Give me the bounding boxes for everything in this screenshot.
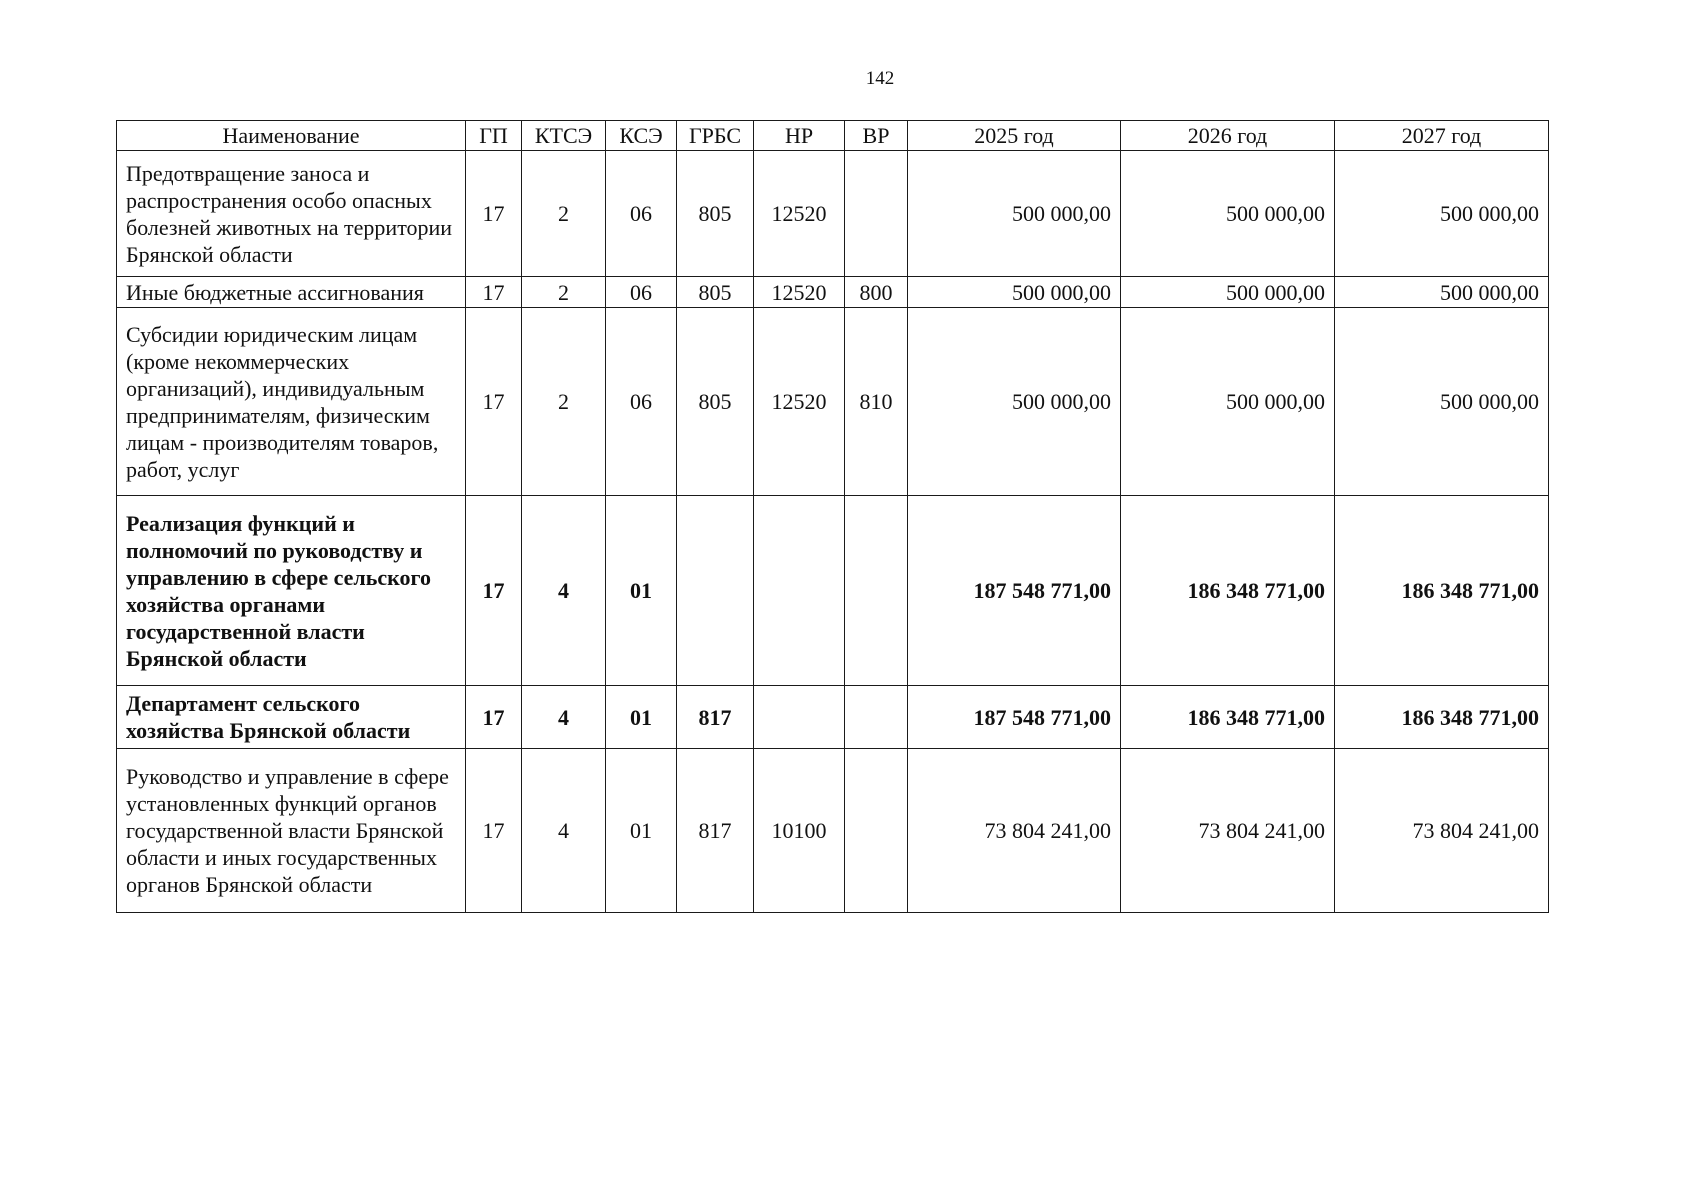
row-vr (845, 151, 908, 277)
header-vr: ВР (845, 121, 908, 151)
row-nr (754, 686, 845, 749)
table-row (117, 277, 1549, 308)
row-name: Предотвращение заноса и распространения особо опасных болезней животных на территории Брянской области (117, 151, 466, 277)
table-row (117, 308, 1549, 496)
row-amount-2027: 500 000,00 (1335, 277, 1549, 308)
row-gp: 17 (466, 151, 522, 277)
row-grbs: 805 (677, 151, 754, 277)
row-amount-2026: 500 000,00 (1121, 151, 1335, 277)
table-row (117, 749, 1549, 913)
header-nr: НР (754, 121, 845, 151)
table-row (117, 151, 1549, 277)
table-row (117, 496, 1549, 686)
row-kse: 01 (606, 686, 677, 749)
row-amount-2027: 500 000,00 (1335, 308, 1549, 496)
row-name: Субсидии юридическим лицам (кроме некоммерческих организаций), индивидуальным предпринимателям, физическим лицам - производителям товаров, работ, услуг (117, 308, 466, 496)
row-amount-2026: 500 000,00 (1121, 308, 1335, 496)
row-vr: 810 (845, 308, 908, 496)
row-ktse: 2 (522, 151, 606, 277)
row-nr: 12520 (754, 308, 845, 496)
row-amount-2025: 500 000,00 (908, 277, 1121, 308)
header-kse: КСЭ (606, 121, 677, 151)
row-gp: 17 (466, 749, 522, 913)
header-grbs: ГРБС (677, 121, 754, 151)
row-ktse: 4 (522, 686, 606, 749)
row-ktse: 4 (522, 496, 606, 686)
row-ktse: 4 (522, 749, 606, 913)
header-2025: 2025 год (908, 121, 1121, 151)
row-amount-2025: 500 000,00 (908, 308, 1121, 496)
row-grbs: 817 (677, 686, 754, 749)
row-nr: 12520 (754, 151, 845, 277)
table-header-row (117, 121, 1549, 151)
row-amount-2026: 186 348 771,00 (1121, 496, 1335, 686)
row-amount-2025: 500 000,00 (908, 151, 1121, 277)
row-kse: 06 (606, 277, 677, 308)
row-grbs: 805 (677, 277, 754, 308)
header-2027: 2027 год (1335, 121, 1549, 151)
row-name: Департамент сельского хозяйства Брянской области (117, 686, 466, 749)
row-kse: 01 (606, 496, 677, 686)
table-row (117, 686, 1549, 749)
row-amount-2027: 186 348 771,00 (1335, 496, 1549, 686)
row-vr: 800 (845, 277, 908, 308)
row-amount-2025: 187 548 771,00 (908, 496, 1121, 686)
row-amount-2025: 187 548 771,00 (908, 686, 1121, 749)
row-name: Иные бюджетные ассигнования (117, 277, 466, 308)
row-kse: 01 (606, 749, 677, 913)
header-name: Наименование (117, 121, 466, 151)
row-amount-2026: 73 804 241,00 (1121, 749, 1335, 913)
row-grbs: 805 (677, 308, 754, 496)
row-amount-2027: 500 000,00 (1335, 151, 1549, 277)
row-ktse: 2 (522, 308, 606, 496)
row-nr: 12520 (754, 277, 845, 308)
row-nr: 10100 (754, 749, 845, 913)
page-number: 142 (865, 68, 895, 89)
row-grbs: 817 (677, 749, 754, 913)
row-gp: 17 (466, 308, 522, 496)
header-ktse: КТСЭ (522, 121, 606, 151)
row-vr (845, 686, 908, 749)
row-amount-2025: 73 804 241,00 (908, 749, 1121, 913)
row-name: Руководство и управление в сфере установленных функций органов государственной власти Брянской области и иных государственных органов Брянской области (117, 749, 466, 913)
row-kse: 06 (606, 308, 677, 496)
row-amount-2026: 500 000,00 (1121, 277, 1335, 308)
header-gp: ГП (466, 121, 522, 151)
row-gp: 17 (466, 686, 522, 749)
row-name: Реализация функций и полномочий по руководству и управлению в сфере сельского хозяйства органами государственной власти Брянской области (117, 496, 466, 686)
row-vr (845, 496, 908, 686)
row-amount-2027: 73 804 241,00 (1335, 749, 1549, 913)
row-grbs (677, 496, 754, 686)
row-amount-2027: 186 348 771,00 (1335, 686, 1549, 749)
row-vr (845, 749, 908, 913)
row-kse: 06 (606, 151, 677, 277)
row-gp: 17 (466, 496, 522, 686)
row-gp: 17 (466, 277, 522, 308)
row-amount-2026: 186 348 771,00 (1121, 686, 1335, 749)
budget-table (116, 120, 1549, 913)
row-ktse: 2 (522, 277, 606, 308)
row-nr (754, 496, 845, 686)
header-2026: 2026 год (1121, 121, 1335, 151)
